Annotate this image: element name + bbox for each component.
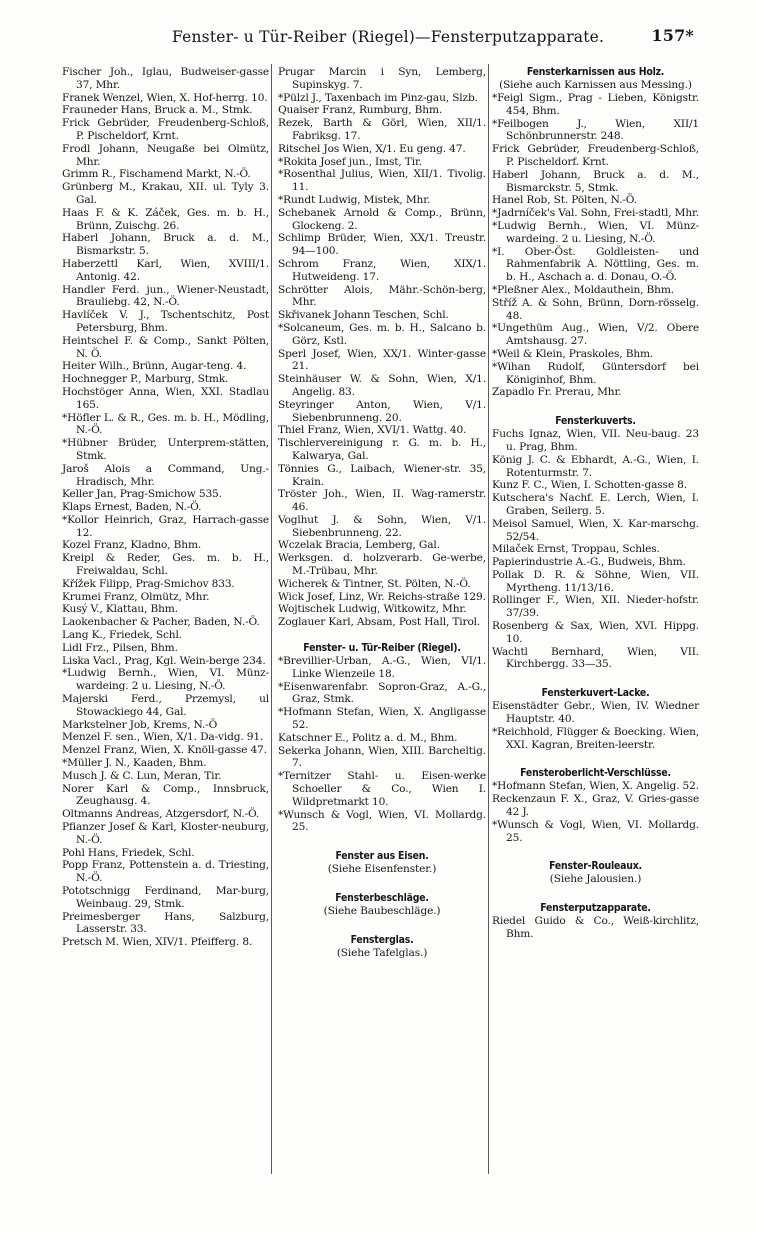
directory-entry: *Wihan Rudolf, Güntersdorf bei Königinhof, Bhm. <box>492 360 699 386</box>
directory-entry: *Rosenthal Julius, Wien, XII/1. Tivolig. 11. <box>278 168 486 194</box>
directory-entry: Majerski Ferd., Przemysl, ul Stowackiego 44, Gal. <box>62 693 269 718</box>
directory-entry: Preimesberger Hans, Salzburg, Lasserstr. 33. <box>62 910 269 936</box>
directory-entry: *Höfler L. & R., Ges. m. b. H., Mödling, N.-Ö. <box>62 411 269 437</box>
directory-entry: Rezek, Barth & Görl, Wien, XII/1. Fabriksg. 17. <box>278 117 486 142</box>
entry-list <box>492 428 699 671</box>
directory-entry: Hanel Rob, St. Pölten, N.-Ö. <box>492 194 637 207</box>
directory-entry: Hochstöger Anna, Wien, XXI. Stadlau 165. <box>62 385 269 411</box>
directory-entry: *Pleßner Alex., Moldauthein, Bhm. <box>492 283 674 296</box>
directory-entry: Riedel Guido & Co., Weiß-kirchlitz, Bhm. <box>492 915 699 941</box>
directory-entry: Steinhäuser W. & Sohn, Wien, X/1. Angelig. 83. <box>278 373 486 398</box>
directory-entry: Fischer Joh., Iglau, Budweiser-gasse 37, Mhr. <box>62 66 269 91</box>
directory-entry: *Rokita Josef jun., Imst, Tir. <box>278 155 422 168</box>
directory-entry: Markstelner Job, Krems, N.-Ö <box>62 718 218 731</box>
directory-entry: *Ludwig Bernh., Wien, VI. Münz-wardeing. 2 u. Liesing, N.-Ö. <box>492 219 699 245</box>
directory-entry: *Rundt Ludwig, Mistek, Mhr. <box>278 193 431 206</box>
directory-entry: Lang K., Friedek, Schl. <box>62 629 182 642</box>
section-heading: Fenster- u. Tür-Reiber (Riegel). <box>303 642 461 655</box>
directory-entry: Grimm R., Fischamend Markt, N.-Ö. <box>62 168 251 181</box>
directory-entry: *Ungethüm Aug., Wien, V/2. Obere Amtshausg. 27. <box>492 322 699 348</box>
directory-entry: Keller Jan, Prag-Smichow 535. <box>62 488 222 501</box>
entry-list <box>278 655 486 834</box>
cross-reference: (Siehe Tafelglas.) <box>336 947 428 960</box>
directory-entry: Wicherek & Tintner, St. Pölten, N.-Ö. <box>278 577 471 590</box>
directory-entry: Meisol Samuel, Wien, X. Kar-marschg. 52/54. <box>492 517 699 543</box>
directory-entry: Rosenberg & Sax, Wien, XVI. Hippg. 10. <box>492 620 699 645</box>
cross-reference: (Siehe auch Karnissen aus Messing.) <box>499 79 692 91</box>
column-divider <box>271 64 272 1174</box>
column-2 <box>278 66 486 960</box>
directory-entry: Popp Franz, Pottenstein a. d. Triesting, N.-Ö. <box>62 859 269 885</box>
directory-entry: Frauneder Hans, Bruck a. M., Stmk. <box>62 104 253 117</box>
directory-entry: Voglhut J. & Sohn, Wien, V/1. Siebenbrunneng. 22. <box>278 513 486 539</box>
directory-entry: Tönnies G., Laibach, Wiener-str. 35, Krain. <box>278 462 486 488</box>
directory-entry: *Kollor Heinrich, Graz, Harrach-gasse 12. <box>62 513 269 539</box>
directory-entry: Křížek Filipp, Prag-Smichov 833. <box>62 577 235 590</box>
directory-entry: Katschner E., Politz a. d. M., Bhm. <box>278 731 458 744</box>
directory-entry: Haberl Johann, Bruck a. d. M., Bismarckstr. 5, Stmk. <box>492 168 699 194</box>
entry-list <box>492 780 699 844</box>
directory-entry: *Feigl Sigm., Prag - Lieben, Königstr. 454, Bhm. <box>492 92 699 117</box>
directory-entry: Rollinger F., Wien, XII. Nieder-hofstr. 37/39. <box>492 594 699 620</box>
directory-entry: Papierindustrie A.-G., Budweis, Bhm. <box>492 556 686 569</box>
column-3 <box>492 66 699 941</box>
section-heading: Fensterkuverts. <box>555 415 636 428</box>
directory-entry: Liska Vacl., Prag, Kgl. Wein-berge 234. <box>62 654 266 667</box>
column-divider <box>488 64 489 1174</box>
directory-entry: Havlíček V. J., Tschentschitz, Post Petersburg, Bhm. <box>62 309 269 334</box>
directory-entry: *Müller J. N., Kaaden, Bhm. <box>62 757 207 770</box>
entry-list <box>492 92 699 399</box>
directory-entry: *Wunsch & Vogl, Wien, VI. Mollardg. 25. <box>278 808 486 834</box>
directory-entry: Eisenstädter Gebr., Wien, IV. Wiedner Hauptstr. 40. <box>492 700 699 726</box>
section-heading: Fensterkuvert-Lacke. <box>541 687 650 700</box>
directory-entry: Wick Josef, Linz, Wr. Reichs-straße 129. <box>278 590 486 603</box>
directory-entry: Handler Ferd. jun., Wiener-Neustadt, Brauliebg. 42, N.-Ö. <box>62 283 269 309</box>
directory-entry: Grünberg M., Krakau, XII. ul. Tyly 3. Gal. <box>62 181 269 206</box>
directory-entry: *Jadrníček's Val. Sohn, Frei-stadtl, Mhr. <box>492 207 699 220</box>
directory-entry: Pollak D. R. & Söhne, Wien, VII. Myrtheng. 11/13/16. <box>492 568 699 594</box>
directory-entry: Wojtischek Ludwig, Witkowitz, Mhr. <box>278 603 467 616</box>
directory-entry: Norer Karl & Comp., Innsbruck, Zeughausg. 4. <box>62 782 269 808</box>
directory-entry: Pretsch M. Wien, XIV/1. Pfeifferg. 8. <box>62 936 253 949</box>
directory-entry: Schlimp Brüder, Wien, XX/1. Treustr. 94—100. <box>278 232 486 258</box>
directory-entry: Milaček Ernst, Troppau, Schles. <box>492 543 660 556</box>
directory-entry: Haberzettl Karl, Wien, XVIII/1. Antonig. 42. <box>62 257 269 283</box>
page-number: 157* <box>651 26 694 45</box>
directory-entry: *Hübner Brüder, Unterprem-stätten, Stmk. <box>62 437 269 462</box>
directory-entry: Schrötter Alois, Mähr.-Schön-berg, Mhr. <box>278 283 486 309</box>
directory-entry: Werksgen. d. holzverarb. Ge-werbe, M.-Trübau, Mhr. <box>278 552 486 578</box>
directory-entry: Schebanek Arnold & Comp., Brünn, Glockeng. 2. <box>278 206 486 232</box>
directory-entry: Stříž A. & Sohn, Brünn, Dorn-rösselg. 48. <box>492 296 699 322</box>
directory-entry: Musch J. & C. Lun, Meran, Tir. <box>62 769 222 782</box>
directory-entry: Haberl Johann, Bruck a. d. M., Bismarkstr. 5. <box>62 232 269 258</box>
directory-entry: *Hofmann Stefan, Wien, X. Angelig. 52. <box>492 780 699 793</box>
directory-entry: Tröster Joh., Wien, II. Wag-ramerstr. 46. <box>278 488 486 514</box>
directory-entry: Oltmanns Andreas, Atzgersdorf, N.-Ö. <box>62 808 260 821</box>
directory-entry: Sekerka Johann, Wien, XIII. Barcheltig. 7. <box>278 744 486 770</box>
column-1 <box>62 66 269 949</box>
directory-entry: *Eisenwarenfabr. Sopron-Graz, A.-G., Graz, Stmk. <box>278 680 486 706</box>
directory-entry: Menzel Franz, Wien, X. Knöll-gasse 47. <box>62 744 267 757</box>
directory-entry: Reckenzaun F. X., Graz, V. Gries-gasse 42 J. <box>492 793 699 819</box>
directory-entry: Frick Gebrüder, Freudenberg-Schloß, P. Pischeldorf. Krnt. <box>492 143 699 168</box>
directory-entry: Kunz F. C., Wien, I. Schotten-gasse 8. <box>492 479 687 492</box>
directory-entry: Thiel Franz, Wien, XVI/1. Wattg. 40. <box>278 424 467 437</box>
running-head: Fenster- u Tür-Reiber (Riegel)—Fensterputzapparate. <box>172 28 605 46</box>
section-heading: Fensterglas. <box>350 934 414 947</box>
directory-entry: Tischlervereinigung r. G. m. b. H., Kalwarya, Gal. <box>278 437 486 462</box>
directory-entry: Fuchs Ignaz, Wien, VII. Neu-baug. 23 u. Prag, Bhm. <box>492 428 699 453</box>
directory-entry: Steyringer Anton, Wien, V/1. Siebenbrunneng. 20. <box>278 398 486 424</box>
directory-entry: *Ternitzer Stahl- u. Eisen-werke Schoeller & Co., Wien I. Wildpretmarkt 10. <box>278 770 486 808</box>
section-heading: Fenster aus Eisen. <box>335 850 429 863</box>
directory-entry: Pototschnigg Ferdinand, Mar-burg, Weinbaug. 29, Stmk. <box>62 885 269 910</box>
directory-entry: *Weil & Klein, Praskoles, Bhm. <box>492 347 654 360</box>
directory-entry: *Brevillier-Urban, A.-G., Wien, VI/1. Linke Wienzeile 18. <box>278 655 486 680</box>
directory-entry: Schrom Franz, Wien, XIX/1. Hutweideng. 17. <box>278 257 486 283</box>
directory-entry: *Pülzl J., Taxenbach im Pinz-gau, Slzb. <box>278 91 478 104</box>
cross-reference: (Siehe Eisenfenster.) <box>327 863 437 876</box>
directory-entry: Prugar Marcin i Syn, Lemberg, Supinskyg. 7. <box>278 66 486 91</box>
directory-entry: Kreipl & Reder, Ges. m. b. H., Freiwaldau, Schl. <box>62 552 269 578</box>
directory-entry: *I. Ober-Öst. Goldleisten- und Rahmenfabrik A. Nöttling, Ges. m. b. H., Aschach a. d. Donau, O.-Ö. <box>492 245 699 284</box>
directory-entry: Ritschel Jos Wien, X/1. Eu geng. 47. <box>278 142 466 155</box>
directory-entry: Pohl Hans, Friedek, Schl. <box>62 846 195 859</box>
directory-entry: Pfianzer Josef & Karl, Kloster-neuburg, N.-Ö. <box>62 821 269 846</box>
directory-entry: Franek Wenzel, Wien, X. Hof-herrg. 10. <box>62 91 268 104</box>
directory-entry: Krumei Franz, Olmütz, Mhr. <box>62 590 210 603</box>
entry-list <box>492 915 699 941</box>
directory-entry: Hochnegger P., Marburg, Stmk. <box>62 373 229 386</box>
directory-entry: *Wunsch & Vogl, Wien, VI. Mollardg. 25. <box>492 818 699 844</box>
directory-entry: Lidl Frz., Pilsen, Bhm. <box>62 641 178 654</box>
section-heading: Fenster-Rouleaux. <box>549 860 642 873</box>
entry-list <box>492 700 699 751</box>
cross-reference: (Siehe Jalousien.) <box>549 873 642 886</box>
directory-entry: Quaiser Franz, Rumburg, Bhm. <box>278 104 443 117</box>
directory-entry: Frodl Johann, Neugaße bei Olmütz, Mhr. <box>62 142 269 168</box>
directory-entry: Heintschel F. & Comp., Sankt Pölten, N. Ö. <box>62 334 269 360</box>
directory-entry: Heiter Wilh., Brünn, Augar-teng. 4. <box>62 360 247 373</box>
directory-entry: Kozel Franz, Kladno, Bhm. <box>62 539 202 552</box>
directory-entry: Menzel F. sen., Wien, X/1. Da-vidg. 91. <box>62 731 264 744</box>
section-heading: Fensterputzapparate. <box>540 902 651 915</box>
page-header <box>60 24 700 50</box>
directory-entry: *Ludwig Bernh., Wien, VI. Münz-wardeing. 2 u. Liesing, N.-Ö. <box>62 667 269 693</box>
directory-entry: Jaroš Alois a Command, Ung.-Hradisch, Mhr. <box>62 462 269 488</box>
directory-entry: *Feilbogen J., Wien, XII/1 Schönbrunnerstr. 248. <box>492 117 699 143</box>
directory-entry: Wczelak Bracia, Lemberg, Gal. <box>278 539 440 552</box>
entry-list <box>278 66 486 629</box>
section-heading: Fensterkarnissen aus Holz. <box>526 66 665 78</box>
section-heading: Fensteroberlicht-Verschlüsse. <box>520 767 671 780</box>
section-heading: Fensterbeschläge. <box>335 892 429 905</box>
directory-entry: Zapadlo Fr. Prerau, Mhr. <box>492 386 622 399</box>
directory-entry: Skřivanek Johann Teschen, Schl. <box>278 309 449 322</box>
directory-entry: Haas F. & K. Záček, Ges. m. b. H., Brünn, Zuischg. 26. <box>62 206 269 232</box>
cross-reference: (Siehe Baubeschläge.) <box>323 905 441 918</box>
directory-entry: König J. C. & Ebhardt, A.-G., Wien, I. Rotenturmstr. 7. <box>492 453 699 479</box>
directory-entry: Kutschera's Nachf. E. Lerch, Wien, I. Graben, Seilerg. 5. <box>492 492 699 517</box>
directory-entry: Klaps Ernest, Baden, N.-Ö. <box>62 501 202 514</box>
directory-entry: *Hofmann Stefan, Wien, X. Angligasse 52. <box>278 706 486 732</box>
directory-entry: Zoglauer Karl, Absam, Post Hall, Tirol. <box>278 616 481 629</box>
directory-entry: *Reichhold, Flügger & Boecking. Wien, XXI. Kagran, Breiten-leerstr. <box>492 725 699 751</box>
directory-entry: *Solcaneum, Ges. m. b. H., Salcano b. Görz, Kstl. <box>278 321 486 347</box>
directory-entry: Frick Gebrüder, Freudenberg-Schloß, P. Pischeldorf, Krnt. <box>62 117 269 142</box>
directory-entry: Laokenbacher & Pacher, Baden, N.-Ö. <box>62 616 260 629</box>
directory-entry: Wachtl Bernhard, Wien, VII. Kirchbergg. 33—35. <box>492 645 699 671</box>
directory-entry: Sperl Josef, Wien, XX/1. Winter-gasse 21. <box>278 347 486 373</box>
directory-entry: Kusý V., Klattau, Bhm. <box>62 603 178 616</box>
